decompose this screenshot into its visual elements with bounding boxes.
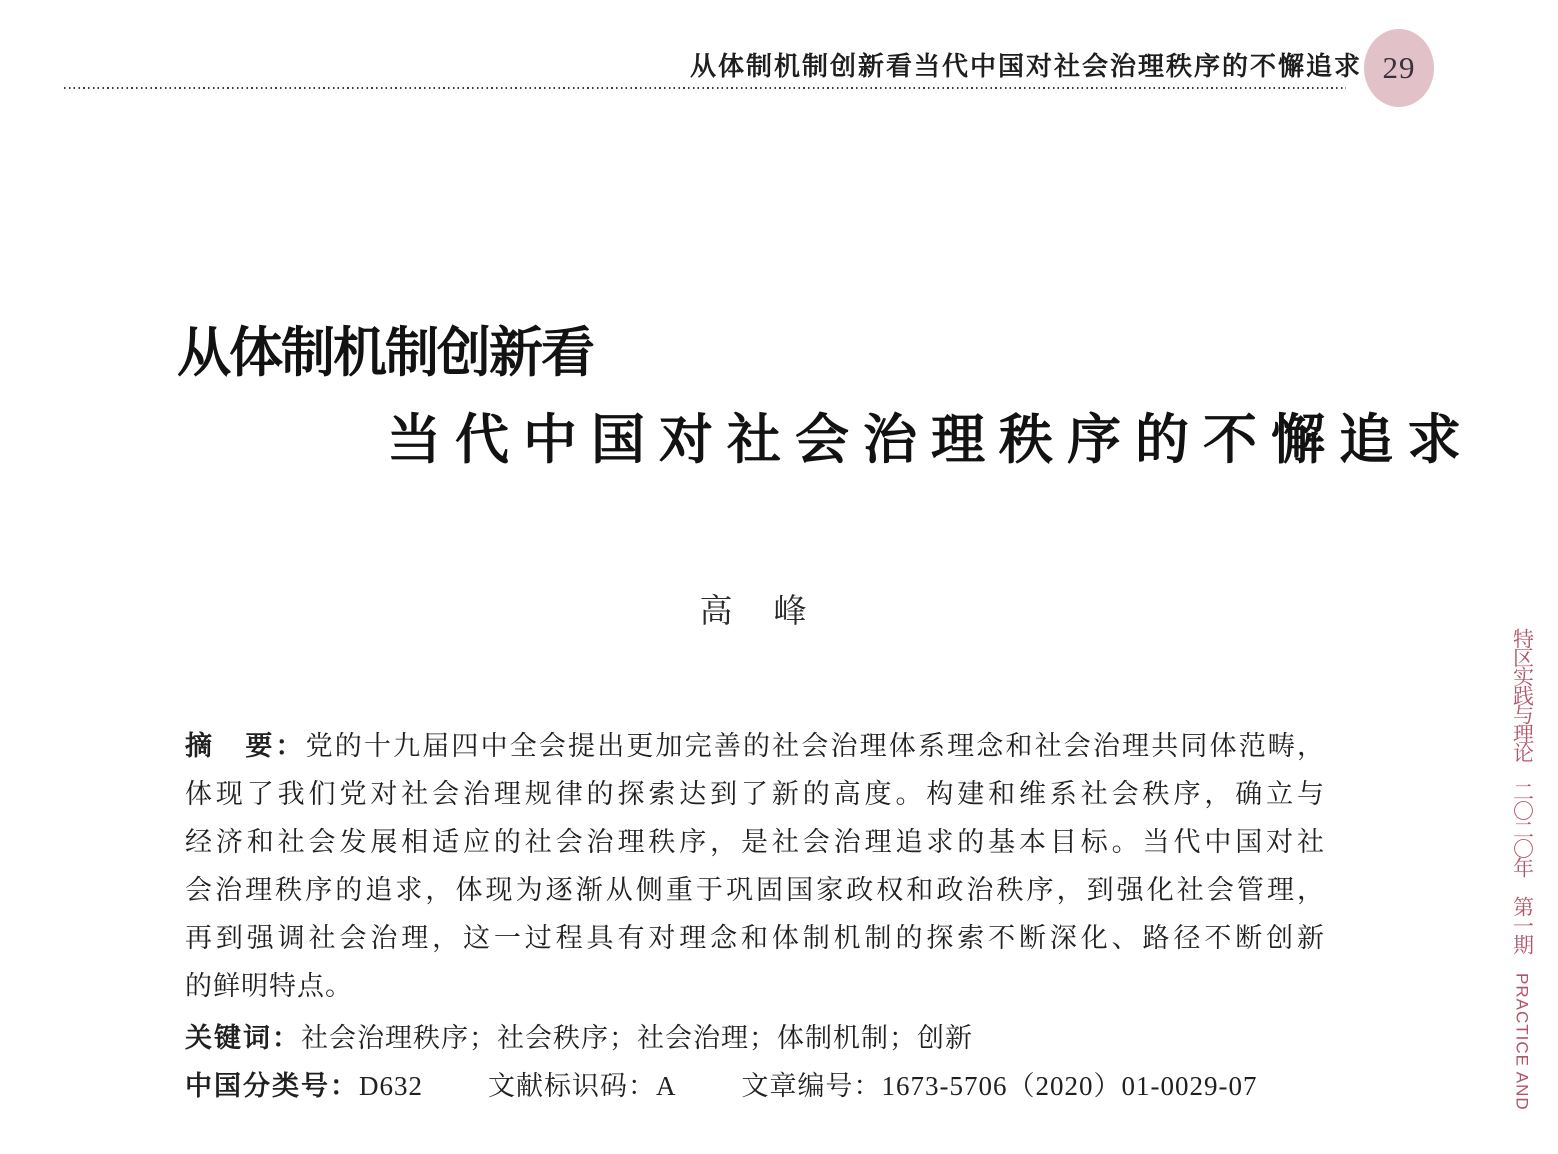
doc-code-value: A — [656, 1071, 677, 1101]
page-number-badge — [1364, 29, 1434, 107]
journal-name-english-vertical: PRACTICE AND — [1512, 973, 1532, 1111]
article-title-line1: 从体制机制创新看 — [177, 323, 593, 383]
author-name: 高 峰 — [699, 594, 811, 630]
abstract-label: 摘 要： — [185, 731, 306, 761]
header-dotted-rule — [64, 87, 1346, 89]
abstract-line: 经济和社会发展相适应的社会治理秩序，是社会治理追求的基本目标。当代中国对社 — [185, 827, 1325, 857]
keywords-line — [185, 1014, 1325, 1062]
abstract-line — [185, 722, 1325, 770]
journal-side-strip — [1498, 628, 1546, 1111]
abstract-line: 体现了我们党对社会治理规律的探索达到了新的高度。构建和维系社会秩序，确立与 — [185, 779, 1325, 809]
keywords-text: 社会治理秩序；社会秩序；社会治理；体制机制；创新 — [301, 1023, 973, 1053]
clc-value: D632 — [359, 1071, 423, 1101]
journal-name-vertical: 特区实践与理论 — [1510, 628, 1535, 761]
abstract-line: 再到强调社会治理，这一过程具有对理念和体制机制的探索不断深化、路径不断创新 — [185, 923, 1325, 953]
article-id-label: 文章编号： — [741, 1071, 882, 1101]
journal-year-vertical: 二〇二〇年 — [1510, 781, 1535, 876]
keywords-label: 关键词： — [185, 1023, 301, 1053]
abstract-text: 党的十九届四中全会提出更加完善的社会治理体系理念和社会治理共同体范畴， — [305, 731, 1325, 761]
journal-issue-vertical: 第一期 — [1510, 896, 1535, 953]
running-title: 从体制机制创新看当代中国对社会治理秩序的不懈追求 — [689, 52, 1362, 81]
clc-label: 中国分类号： — [185, 1071, 359, 1101]
abstract-line: 的鲜明特点。 — [185, 971, 353, 1001]
article-id-value: 1673-5706（2020）01-0029-07 — [881, 1071, 1258, 1101]
article-title-line2: 当代中国对社会治理秩序的不懈追求 — [387, 410, 1475, 470]
classification-line — [185, 1062, 1325, 1110]
article-meta-block — [185, 722, 1325, 1110]
doc-code-label: 文献标识码： — [488, 1071, 656, 1101]
page-number: 29 — [1382, 50, 1416, 85]
abstract-line: 会治理秩序的追求，体现为逐渐从侧重于巩固国家政权和政治秩序，到强化社会管理， — [185, 875, 1325, 905]
